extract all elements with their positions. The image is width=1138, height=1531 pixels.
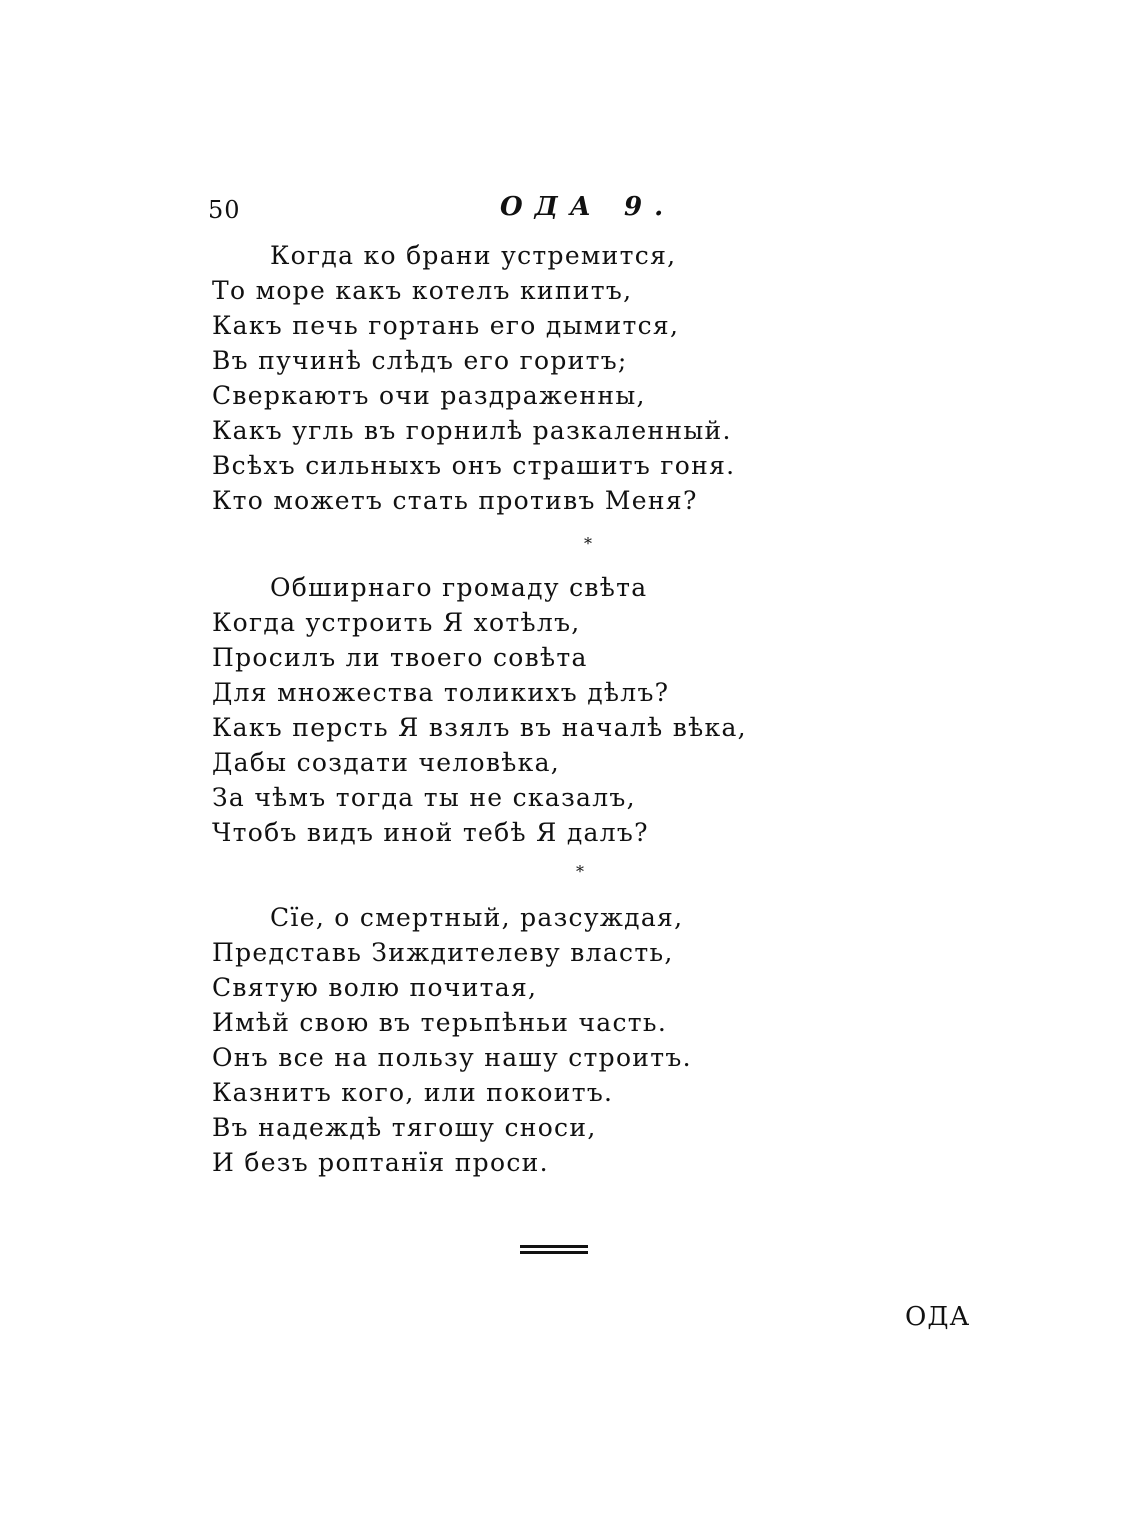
asterisk-ornament: * bbox=[576, 862, 584, 881]
verse-line: И безъ роптанїя проси. bbox=[212, 1148, 549, 1177]
catchword: ОДА bbox=[905, 1302, 971, 1332]
verse-line: Всѣхъ сильныхъ онъ страшитъ гоня. bbox=[212, 451, 736, 480]
running-head: ОДА 9. bbox=[500, 192, 676, 222]
asterisk-ornament: * bbox=[584, 534, 592, 553]
verse-line: Онъ все на пользу нашу строитъ. bbox=[212, 1043, 692, 1072]
verse-line: Казнитъ кого, или покоитъ. bbox=[212, 1078, 614, 1107]
page-number: 50 bbox=[208, 196, 241, 224]
verse-line: Для множества толикихъ дѣлъ? bbox=[212, 678, 670, 707]
verse-line: Какъ печь гортань его дымится, bbox=[212, 311, 680, 340]
verse-line: Сверкаютъ очи раздраженны, bbox=[212, 381, 646, 410]
end-rule-divider bbox=[520, 1245, 588, 1257]
verse-line: Какъ угль въ горнилѣ разкаленный. bbox=[212, 416, 732, 445]
verse-line: Чтобъ видъ иной тебѣ Я далъ? bbox=[212, 818, 649, 847]
verse-line: Дабы создати человѣка, bbox=[212, 748, 561, 777]
verse-line: То море какъ котелъ кипитъ, bbox=[212, 276, 633, 305]
stanza-1 bbox=[212, 238, 772, 518]
verse-line: Въ пучинѣ слѣдъ его горитъ; bbox=[212, 346, 628, 375]
verse-line: Представь Зиждителеву власть, bbox=[212, 938, 674, 967]
verse-line: Въ надеждѣ тягошу сноси, bbox=[212, 1113, 597, 1142]
verse-line: Какъ персть Я взялъ въ началѣ вѣка, bbox=[212, 713, 747, 742]
stanza-2 bbox=[212, 570, 772, 850]
verse-line: Обширнаго громаду свѣта bbox=[270, 573, 648, 602]
verse-line: За чѣмъ тогда ты не сказалъ, bbox=[212, 783, 636, 812]
verse-line: Когда ко брани устремится, bbox=[270, 241, 677, 270]
stanza-3 bbox=[212, 900, 772, 1180]
verse-line: Просилъ ли твоего совѣта bbox=[212, 643, 588, 672]
verse-line: Имѣй свою въ терьпѣньи часть. bbox=[212, 1008, 668, 1037]
verse-line: Кто можетъ стать противъ Меня? bbox=[212, 486, 698, 515]
verse-line: Когда устроить Я хотѣлъ, bbox=[212, 608, 581, 637]
verse-line: Святую волю почитая, bbox=[212, 973, 538, 1002]
verse-line: Сїе, о смертный, разсуждая, bbox=[270, 903, 684, 932]
